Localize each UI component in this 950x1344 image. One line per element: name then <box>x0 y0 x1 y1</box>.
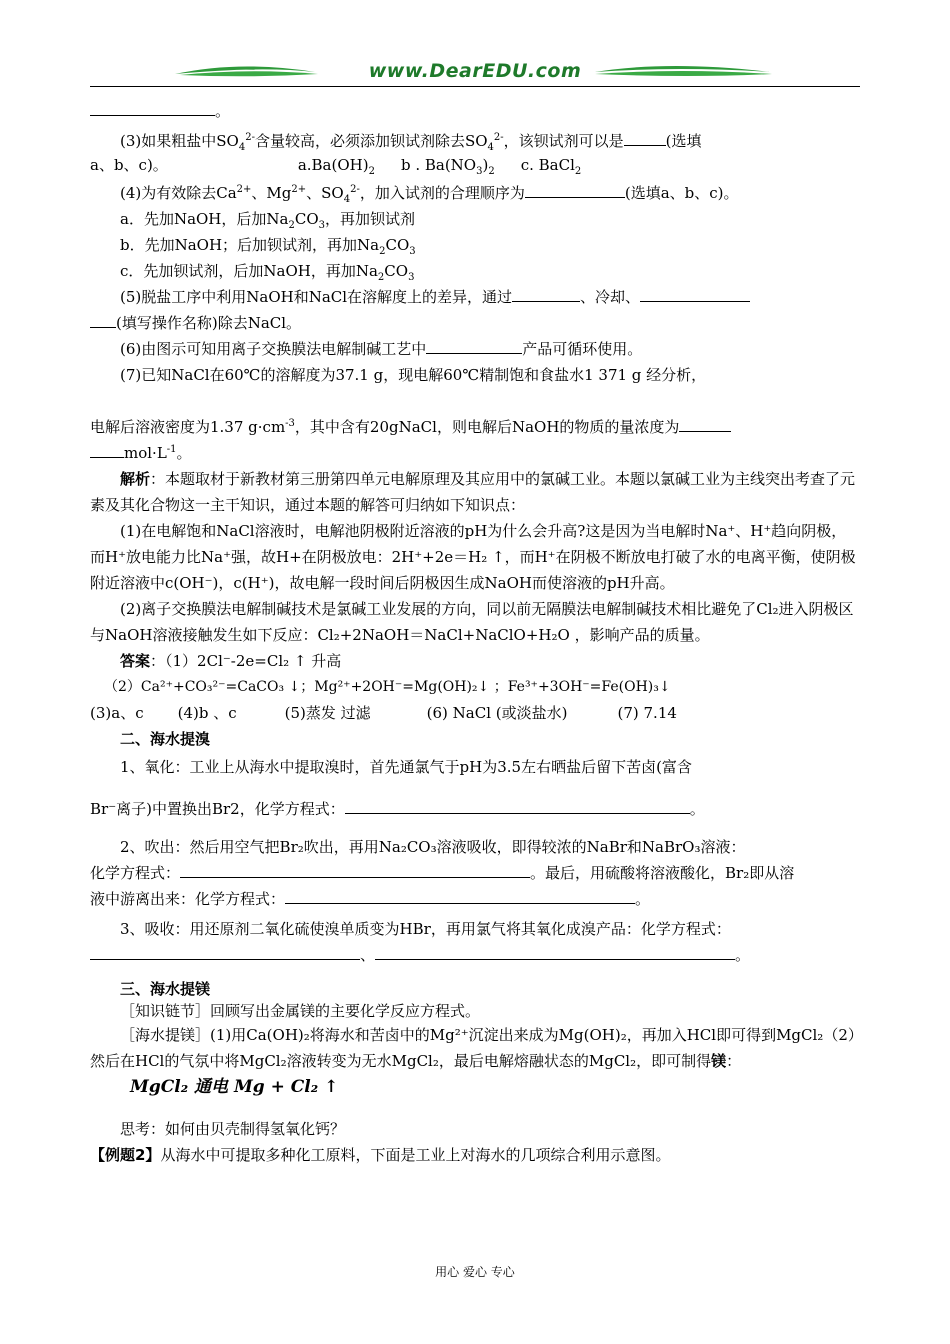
bromine-step-2-cont: 化学方程式： 。最后，用硫酸将溶液酸化，Br₂即从溶 <box>90 864 795 882</box>
bromine-step-1: 1、氧化：工业上从海水中提取溴时，首先通氯气于pH为3.5左右晒盐后留下苦卤(富含 <box>120 758 692 776</box>
page-footer: 用心 爱心 专心 <box>435 1265 515 1279</box>
bromine-step-3-cont: 、 。 <box>90 942 860 968</box>
analysis: 解析：本题取材于新教材第三册第四单元电解原理及其应用中的氯碱工业。本题以氯碱工业为主线突出考查了元素及其化合物这一主干知识，通过本题的解答可归纳如下知识点： <box>90 470 856 514</box>
bromine-step-3: 3、吸收：用还原剂二氧化硫使溴单质变为HBr，再用氯气将其氧化成溴产品：化学方程式： <box>120 920 731 938</box>
question-6: (6)由图示可知用离子交换膜法电解制碱工艺中 产品可循环使用。 <box>120 340 643 358</box>
question-4-option-a: a．先加NaOH，后加$Na_2CO_3$，再加钡试剂 <box>120 210 416 231</box>
magnesium-knowledge: ［知识链节］回顾写出金属镁的主要化学反应方程式。 <box>120 1002 481 1020</box>
analysis-point-2: (2)离子交换膜法电解制碱技术是氯碱工业发展的方向，同以前无隔膜法电解制碱技术相比避免了Cl₂进入阴极区与NaOH溶液接触发生如下反应：Cl₂+2NaOH＝NaCl+NaClO+H₂O ，影响产品的质量。 <box>90 600 854 644</box>
site-url: www.DearEDU.com <box>368 60 582 82</box>
question-3-options: a、b、c)。 $a.Ba(OH)_2$ b . $Ba(NO_3)_2$ c. BaCl$_2$ <box>90 156 582 177</box>
answer-line-3: (3)a、c (4)b 、c (5)蒸发 过滤 (6) NaCl (或淡盐水) (7) 7.14 <box>90 704 677 722</box>
question-7: (7)已知NaCl在60℃的溶解度为37.1 g，现电解60℃精制饱和食盐水1 371 g 经分析， <box>120 366 707 384</box>
example-2: 【例题2】从海水中可提取多种化工原料，下面是工业上对海水的几项综合利用示意图。 <box>90 1146 671 1164</box>
think-question: 思考：如何由贝壳制得氢氧化钙？ <box>120 1120 346 1138</box>
section-3-heading: 三、海水提镁 <box>120 980 211 998</box>
bromine-step-2: 2、吹出：然后用空气把Br₂吹出，再用Na₂CO₃溶液吸收，即得较浓的NaBr和NaBrO₃溶液： <box>120 838 746 856</box>
bromine-step-1-cont: Br⁻离子)中置换出Br2，化学方程式： 。 <box>90 800 705 818</box>
header-rule <box>90 86 860 87</box>
electrolysis-formula: MgCl₂ 通电 Mg + Cl₂ ↑ <box>130 1077 339 1097</box>
analysis-point-1: (1)在电解饱和NaCl溶液时，电解池阴极附近溶液的pH为什么会升高?这是因为当电解时Na⁺、H⁺趋向阴极，而H⁺放电能力比Na⁺强，故H+在阴极放电：2H⁺+2e＝H₂ ↑，而H⁺在阴极不断放电打破了水的电离平衡，使阴极附近溶液中c(OH⁻)，c(H⁺)，故电解一段时间后阴极因生成NaOH而使溶液的pH升高。 <box>90 522 856 592</box>
line-answer-blank: 。 <box>90 98 860 124</box>
bromine-step-2-cont2: 液中游离出来：化学方程式： 。 <box>90 890 651 908</box>
question-4-option-b: b．先加NaOH；后加钡试剂，再加$Na_2CO_3$ <box>120 236 416 257</box>
magnesium-process: ［海水提镁］(1)用Ca(OH)₂将海水和苦卤中的Mg²⁺沉淀出来成为Mg(OH)₂，再加入HCl即可得到MgCl₂（2）然后在HCl的气氛中将MgCl₂溶液转变为无水MgCl₂，最后电解熔融状态的MgCl₂，即可制得镁：MgCl₂ 通电 Mg + Cl₂ ↑ <box>90 1022 860 1106</box>
answer: 答案：（1）2Cl⁻-2e=Cl₂ ↑ 升高 <box>120 652 342 670</box>
section-2-heading: 二、海水提溴 <box>120 730 211 748</box>
answer-line-2: （2）Ca²⁺+CO₃²⁻=CaCO₃ ↓；Mg²⁺+2OH⁻=Mg(OH)₂↓ ；Fe³⁺+3OH⁻=Fe(OH)₃↓ <box>104 679 671 695</box>
document-body <box>90 98 860 1168</box>
question-7-cont <box>90 388 860 414</box>
question-4-option-c: c．先加钡试剂，后加NaOH，再加$Na_2CO_3$ <box>120 262 415 283</box>
question-7-line2: 电解后溶液密度为1.37 $g\cdot cm^{-3}$，其中含有20gNaCl，则电解后NaOH的物质的量浓度为 $mol\cdot L^{-1}$。 <box>90 414 860 466</box>
question-3: (3)如果粗盐中$SO_4^{2-}$含量较高，必须添加钡试剂除去$SO_4^{2-}$，该钡试剂可以是 (选填 <box>120 132 702 153</box>
question-4: (4)为有效除去$Ca^{2+}$、$Mg^{2+}$、$SO_4^{2-}$，加入试剂的合理顺序为 (选填a、b、c)。 <box>120 184 739 205</box>
question-5: (5)脱盐工序中利用NaOH和NaCl在溶解度上的差异，通过 、冷却、 (填写操作名称)除去NaCl。 <box>90 284 860 336</box>
